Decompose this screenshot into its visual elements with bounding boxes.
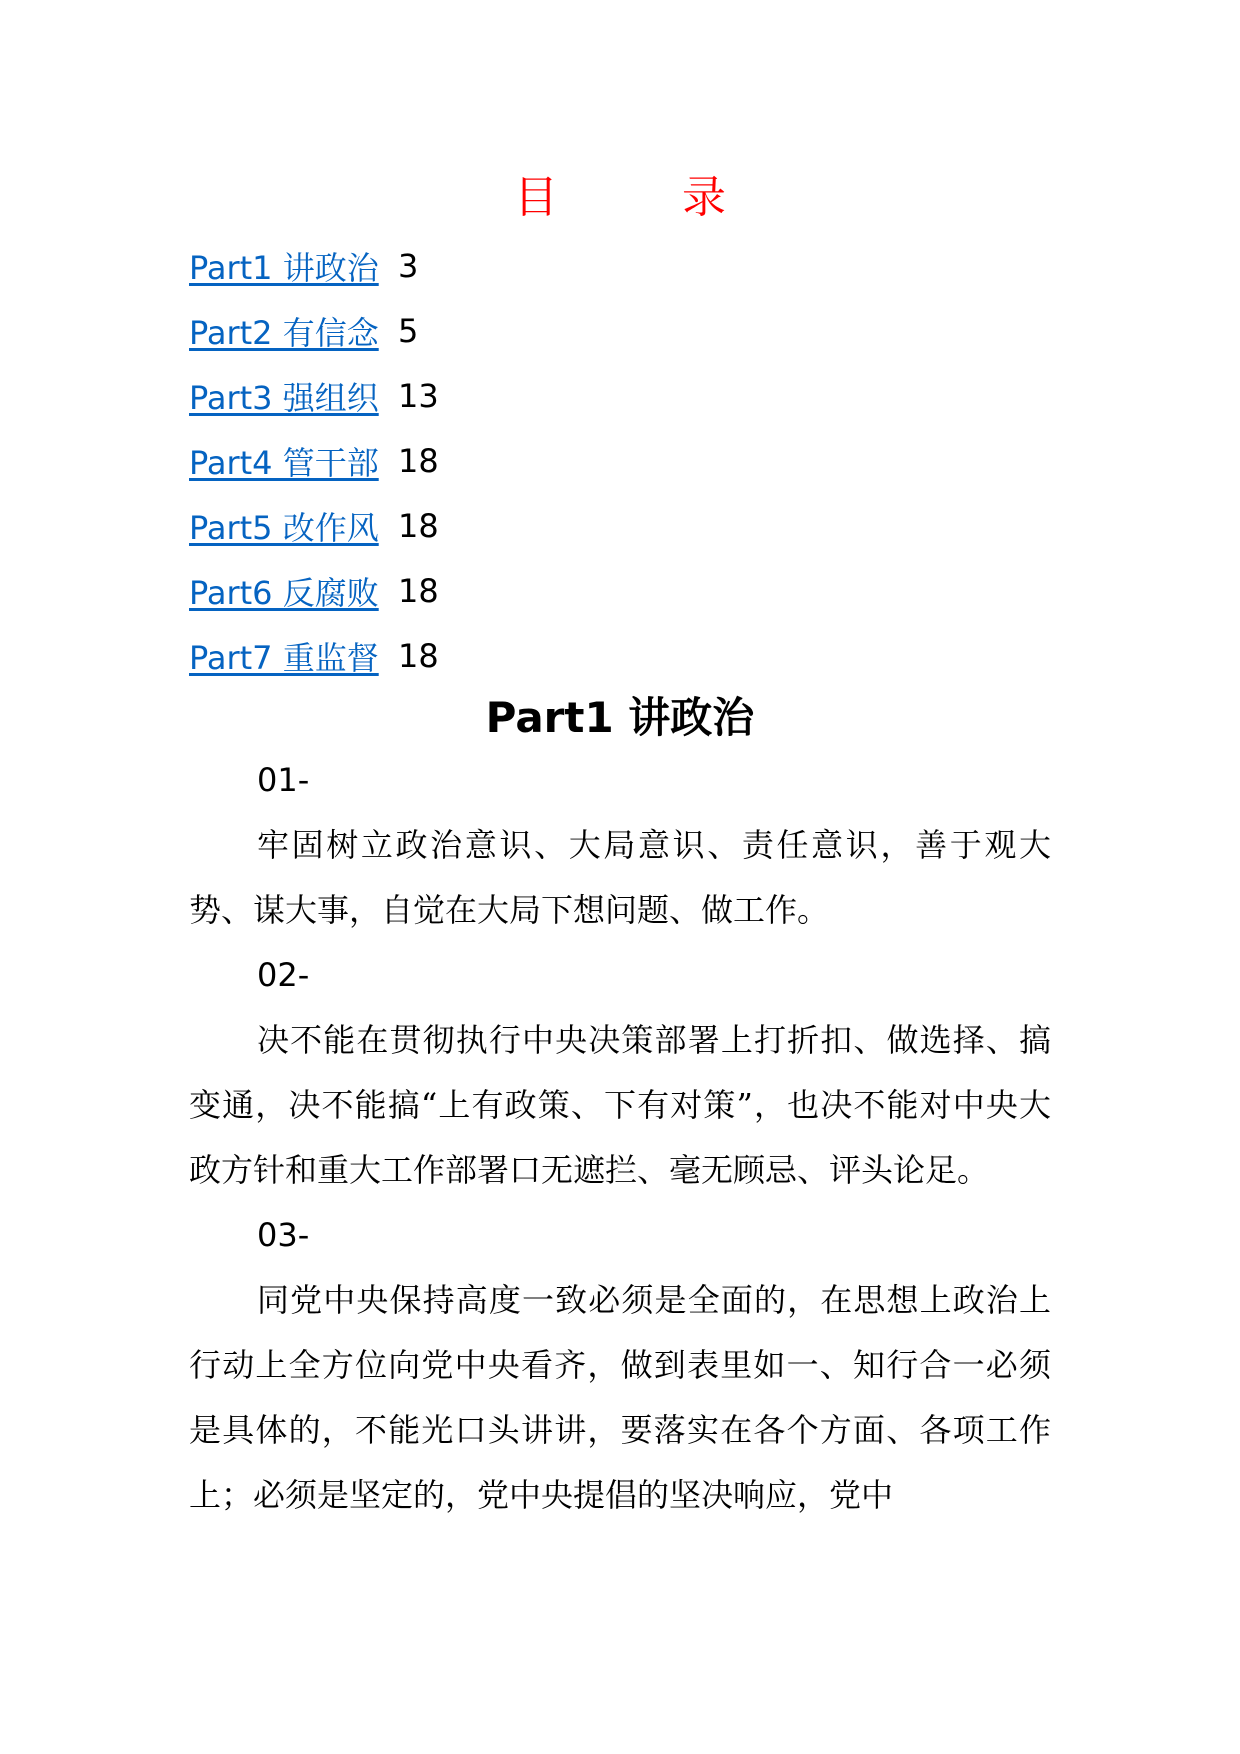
- toc-page-number: 5: [398, 311, 419, 350]
- item-paragraph: 决不能在贯彻执行中央决策部署上打折扣、做选择、搞变通，决不能搞“上有政策、下有对策”，也决不能对中央大政方针和重大工作部署口无遮拦、毫无顾忌、评头论足。: [189, 1021, 1051, 1189]
- toc-link-part5[interactable]: Part5 改作风: [189, 508, 379, 547]
- toc-page-number: 3: [398, 246, 419, 285]
- toc-link-part7[interactable]: Part7 重监督: [189, 638, 379, 677]
- toc-page-number: 13: [398, 376, 439, 415]
- toc-page-number: 18: [398, 571, 439, 610]
- item-number: 03-: [257, 1216, 310, 1254]
- item-number: 02-: [257, 956, 310, 994]
- toc-link-part4[interactable]: Part4 管干部: [189, 443, 379, 482]
- toc-page-number: 18: [398, 506, 439, 545]
- toc-title: 目 录: [514, 172, 766, 223]
- section-body: [189, 748, 1051, 1528]
- toc-entry: [189, 623, 439, 688]
- toc-link-part6[interactable]: Part6 反腐败: [189, 573, 379, 612]
- item-paragraph: 同党中央保持高度一致必须是全面的，在思想上政治上行动上全方位向党中央看齐，做到表里如一、知行合一必须是具体的，不能光口头讲讲，要落实在各个方面、各项工作上；必须是坚定的，党中央提倡的坚决响应，党中: [189, 1281, 1051, 1514]
- toc-page-number: 18: [398, 441, 439, 480]
- toc-entry: [189, 233, 439, 298]
- toc-page-number: 18: [398, 636, 439, 675]
- toc-entry: [189, 558, 439, 623]
- item-paragraph: 牢固树立政治意识、大局意识、责任意识，善于观大势、谋大事，自觉在大局下想问题、做工作。: [189, 826, 1051, 929]
- toc-entry: [189, 428, 439, 493]
- section-heading: Part1 讲政治: [485, 693, 755, 742]
- toc-entry: [189, 298, 439, 363]
- table-of-contents: [189, 233, 439, 688]
- toc-entry: [189, 363, 439, 428]
- toc-entry: [189, 493, 439, 558]
- toc-link-part2[interactable]: Part2 有信念: [189, 313, 379, 352]
- toc-link-part3[interactable]: Part3 强组织: [189, 378, 379, 417]
- toc-link-part1[interactable]: Part1 讲政治: [189, 248, 379, 287]
- item-number: 01-: [257, 761, 310, 799]
